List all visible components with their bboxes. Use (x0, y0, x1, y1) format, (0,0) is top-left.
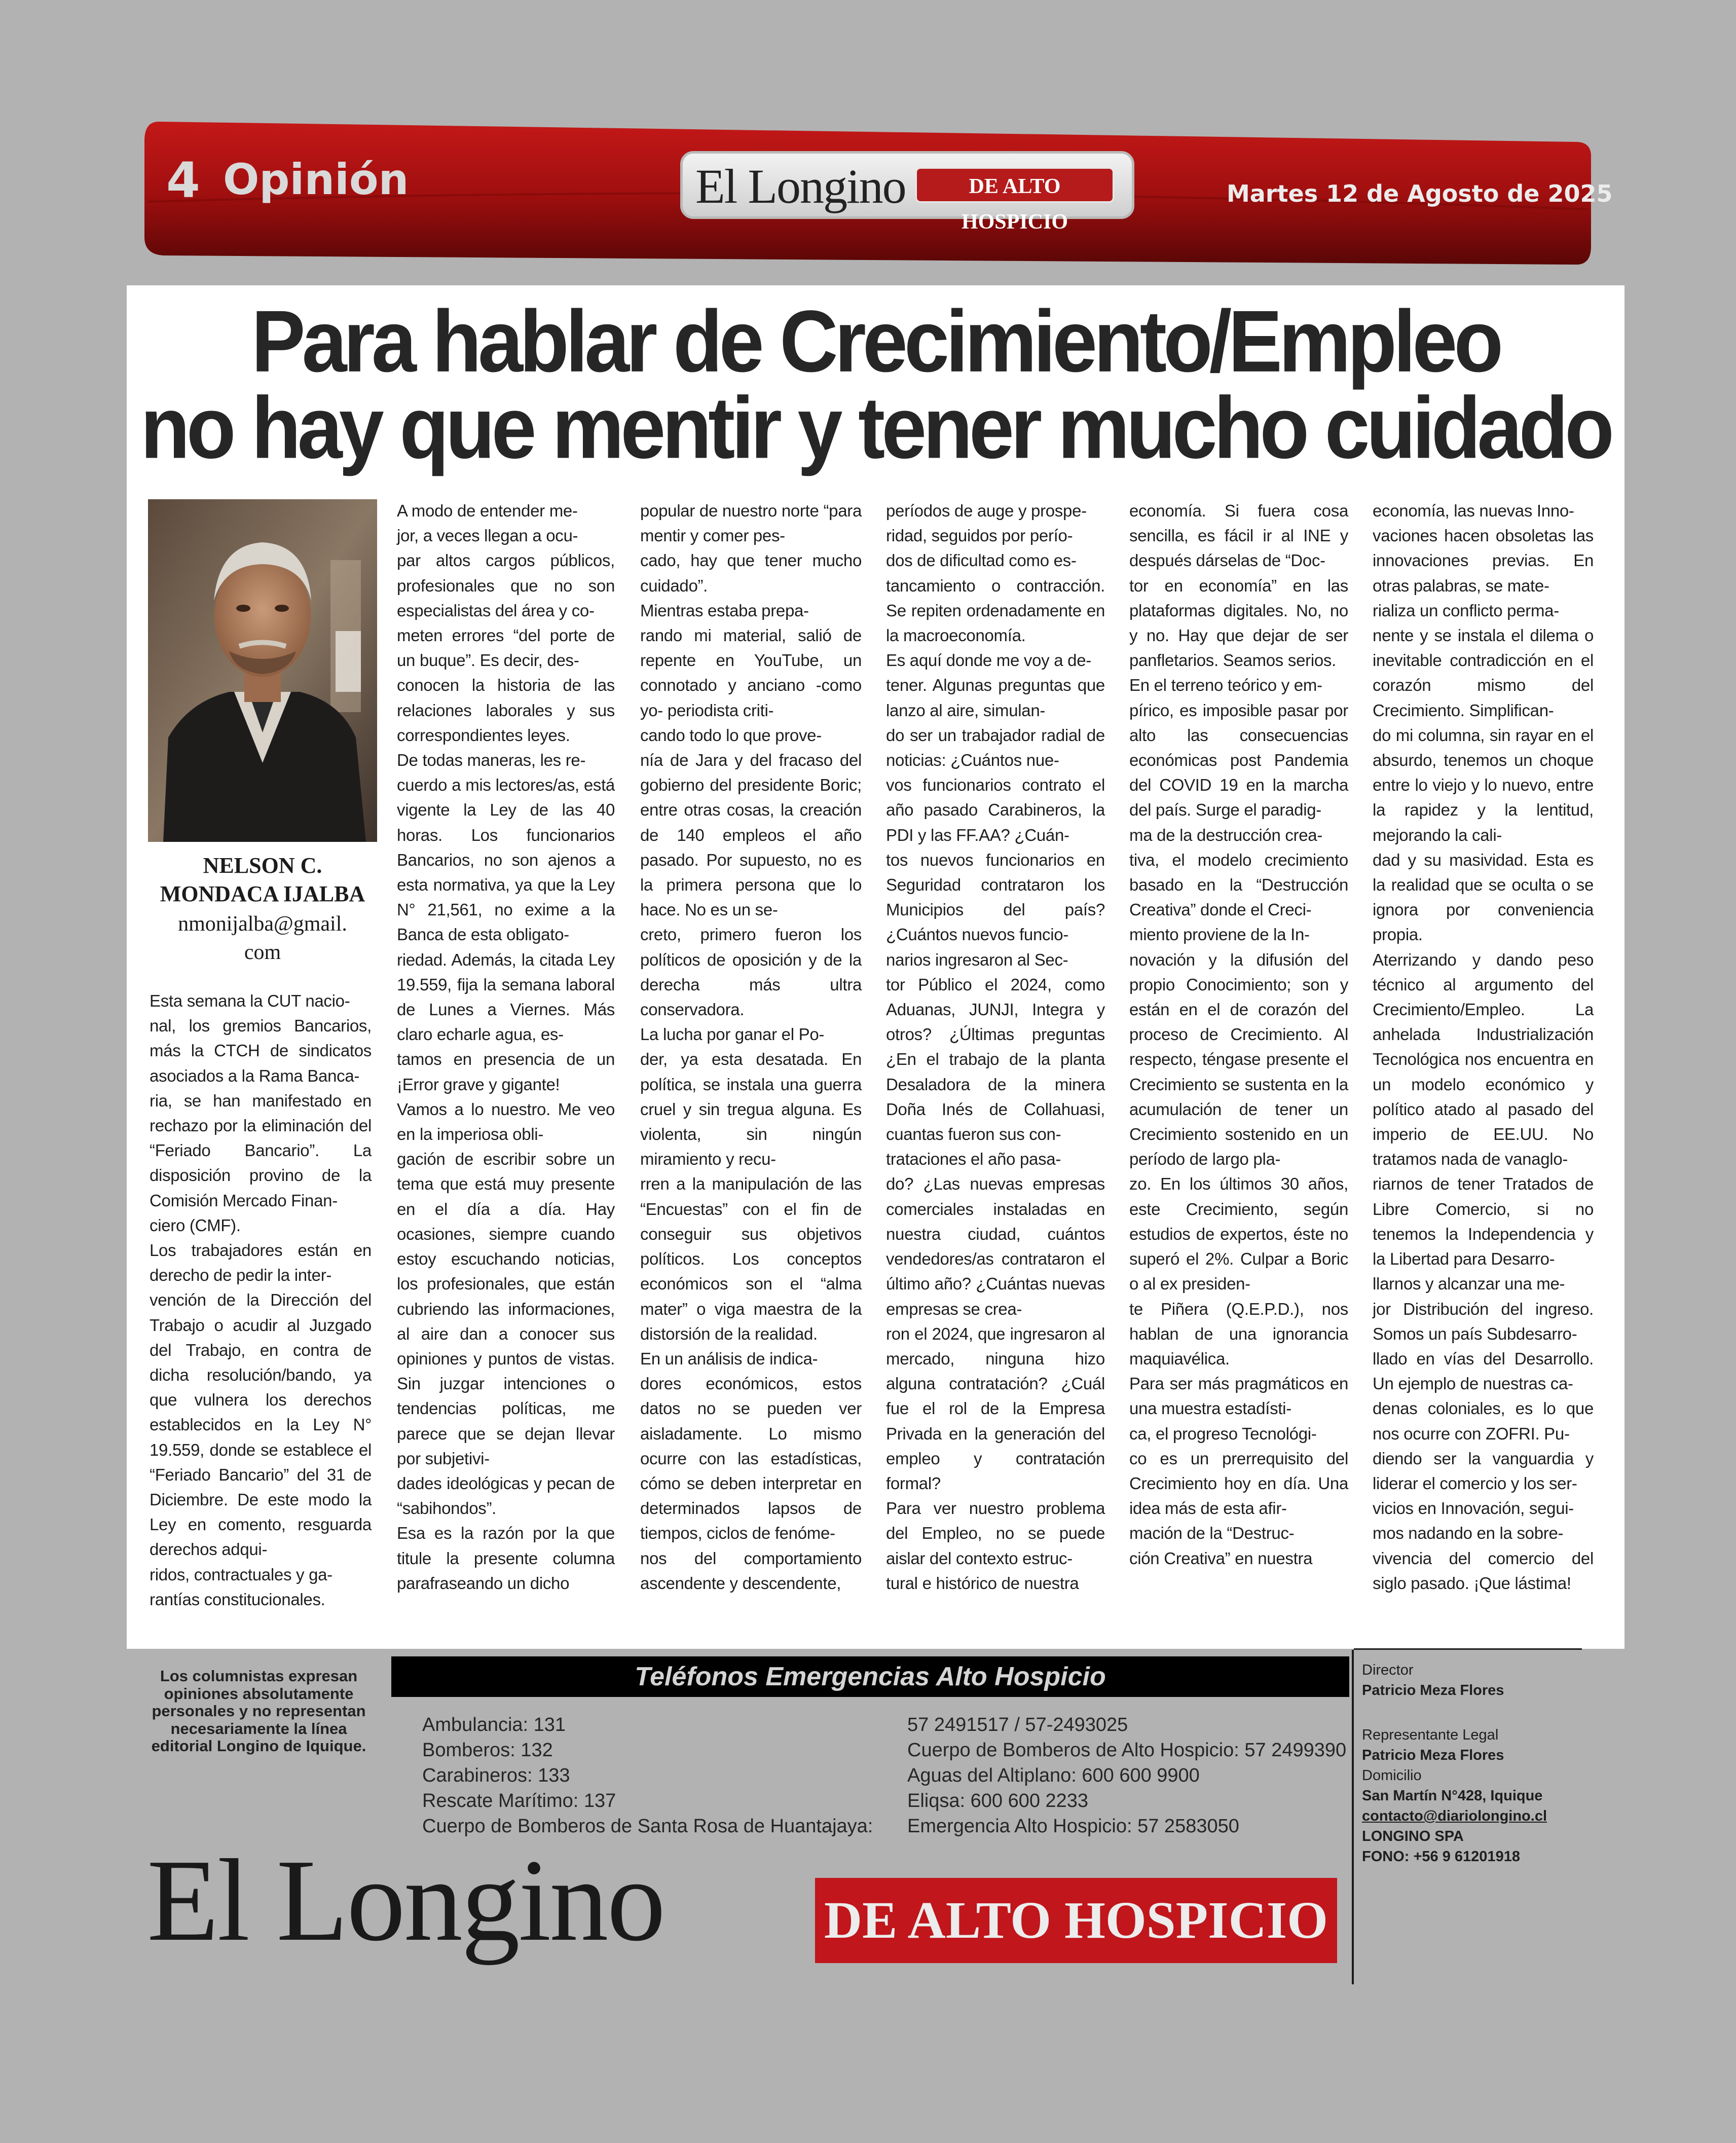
director-name: Patricio Meza Flores (1362, 1682, 1504, 1698)
emergency-phones-right (907, 1712, 1363, 1839)
phone-line: Bomberos: 132 (422, 1740, 553, 1761)
masthead (1362, 1660, 1575, 1867)
issue-date: Martes 12 de Agosto de 2025 (1227, 180, 1613, 207)
headline-line-2: no hay que mentir y tener mucho cuidado (140, 378, 1611, 477)
header-logo-sub: DE ALTO HOSPICIO (915, 167, 1114, 203)
section-title: Opinión (223, 155, 409, 204)
address: San Martín N°428, Iquique (1362, 1788, 1543, 1804)
author-name-line-2: MONDACA IJALBA (160, 881, 365, 906)
article-column-4: períodos de auge y prospe- ridad, seguidos por perío- dos de dificultad como es- tancamiento o contracción. Se repiten ordenadamente en la macroeconomía. Es aquí donde me voy a de- tener. Algunas preguntas que lanzo al aire, simulan- do ser un trabajador radial de noticias: ¿Cuántos nue- vos funcionarios contrato el año pasado Carabineros, la PDI y las FF.AA? ¿Cuán- tos nuevos funcionarios en Seguridad contrataron los Municipios del país? ¿Cuántos nuevos funcio- narios ingresaron al Sec- tor Público el 2024, como Aduanas, JUNJI, Integra y otros? ¿Últimas preguntas ¿En el trabajo de la planta Desaladora de la minera Doña Inés de Collahuasi, cuantas fueron sus con- trataciones el año pasa- do? ¿Las nuevas empresas comerciales instaladas en nuestra ciudad, cuántos vendedores/as contrataron el último año? ¿Cuántas nuevas empresas se crea- ron el 2024, que ingresaron al mercado, ninguna hizo alguna contratación? ¿Cuál fue el rol de la Empresa Privada en la generación del empleo y contratación formal? Para ver nuestro problema del Empleo, no se puede aislar del contexto estruc- tural e histórico de nuestra (886, 501, 1105, 1593)
phone-line: Aguas del Altiplano: 600 600 9900 (907, 1765, 1200, 1786)
author-email (148, 910, 377, 967)
author-email-line-1: nmonijalba@gmail. (178, 912, 347, 936)
phone-line: Ambulancia: 131 (422, 1714, 566, 1735)
article-headline (127, 292, 1624, 477)
header-logo-name: El Longino (695, 159, 906, 213)
footer-logo-sub: DE ALTO HOSPICIO (815, 1878, 1337, 1963)
footer-logo-name: El Longino (147, 1835, 664, 1966)
author-name (148, 852, 377, 908)
phone-line: Carabineros: 133 (422, 1765, 570, 1786)
columnist-disclaimer: Los columnistas expresan opiniones absolutamente personales y no representan necesariamente la línea editorial Longino de Iquique. (151, 1667, 366, 1755)
author-photo (148, 499, 377, 842)
phone-line: Cuerpo de Bomberos de Alto Hospicio: 57 2499390 (907, 1740, 1347, 1761)
article-column-6: economía, las nuevas Inno- vaciones hacen obsoletas las innovaciones previas. En otras palabras, se mate- rializa un conflicto perma- nente y se instala el dilema o inevitable contradicción en el corazón mismo del Crecimiento. Simplifican- do mi columna, sin rayar en el absurdo, tenemos un choque entre lo viejo y lo nuevo, entre la rapidez y la lentitud, mejorando la cali- dad y su masividad. Esta es la realidad que se oculta o se ignora por conveniencia propia. Aterrizando y dando peso técnico al argumento del Crecimiento/Empleo. La anhelada Industrialización Tecnológica nos encuentra en un modelo económico y político atado al pasado del imperio de EE.UU. No tratamos nada de vanaglo- riarnos de tener Tratados de Libre Comercio, si no tenemos la Independencia y la Libertad para Desarro- llarnos y alcanzar una me- jor Distribución del ingreso. Somos un país Subdesarro- llado en vías del Desarrollo. Un ejemplo de nuestras ca- denas coloniales, es lo que nos ocurre con ZOFRI. Pu- diendo ser la vanguardia y liderar el comercio y los ser- vicios en Innovación, segui- mos nadando en la sobre- vivencia del comercio del siglo pasado. ¡Que lástima! (1373, 501, 1594, 1593)
director-label: Director (1362, 1662, 1414, 1678)
emergency-phones-title: Teléfonos Emergencias Alto Hospicio (391, 1656, 1349, 1697)
article-column-1: Esta semana la CUT nacio- nal, los gremios Bancarios, más la CTCH de sindicatos asociados a la Rama Banca- ria, se han manifestado en rechazo por la eliminación del “Feriado Bancario”. La disposición provino de la Comisión Mercado Finan- ciero (CMF). Los trabajadores están en derecho de pedir la inter- vención de la Dirección del Trabajo o acudir al Juzgado del Trabajo, en contra de dicha resolución/bando, ya que vulnera los derechos establecidos en la Ley N° 19.559, donde se establece el “Feriado Bancario” del 31 de Diciembre. De este modo la Ley en comento, resguarda derechos adqui- ridos, contractuales y ga- rantías constitucionales. (150, 991, 372, 1609)
phone-line: Emergencia Alto Hospicio: 57 2583050 (907, 1816, 1239, 1837)
article-column-5: economía. Si fuera cosa sencilla, es fácil ir al INE y después dárselas de “Doc- tor en economía” en las plataformas digitales. No, no y no. Hay que dejar de ser panfletarios. Seamos serios. En el terreno teórico y em- pírico, es imposible pasar por alto las consecuencias económicas post Pandemia del COVID 19 en la marcha del país. Surge el paradig- ma de la destrucción crea- tiva, el modelo crecimiento basado en la “Destrucción Creativa” donde el Creci- miento proviene de la In- novación y la difusión del propio Conocimiento; son y están en el de corazón del proceso de Crecimiento. Al respecto, téngase presente el Crecimiento se sustenta en la acumulación de tener un Crecimiento sostenido en un período de largo pla- zo. En los últimos 30 años, este Crecimiento, según estudios de expertos, éste no superó el 2%. Culpar a Boric o al ex presiden- te Piñera (Q.E.P.D.), nos hablan de una ignorancia maquiavélica. Para ser más pragmáticos en una muestra estadísti- ca, el progreso Tecnológi- co es un prerrequisito del Crecimiento hoy en día. Una idea más de esta afir- mación de la “Destruc- ción Creativa” en nuestra (1129, 501, 1348, 1568)
phone-line: Eliqsa: 600 600 2233 (907, 1790, 1089, 1812)
article-column-2: A modo de entender me- jor, a veces llegan a ocu- par altos cargos públicos, profesionales que no son especialistas del área y co- meten errores “del porte de un buque”. Es decir, des- conocen la historia de las relaciones laborales y sus correspondientes leyes. De todas maneras, les re- cuerdo a mis lectores/as, está vigente la Ley de las 40 horas. Los funcionarios Bancarios, no son ajenos a esta normativa, ya que la Ley N° 21,561, no exime a la Banca de esta obligato- riedad. Además, la citada Ley 19.559, fija la semana laboral de Lunes a Viernes. Más claro echarle agua, es- tamos en presencia de un ¡Error grave y gigante! Vamos a lo nuestro. Me veo en la imperiosa obli- gación de escribir sobre un tema que está muy presente en el día a día. Hay ocasiones, siempre cuando estoy escuchando noticias, los profesionales, que están cubriendo las informaciones, al aire dan a conocer sus opiniones y puntos de vistas. Sin juzgar intenciones o tendencias políticas, me parece que se dejan llevar por subjetivi- dades ideológicas y pecan de “sabihondos”. Esa es la razón por la que titule la presente columna parafraseando un dicho (397, 501, 615, 1593)
contact-email-link[interactable]: contacto@diariolongino.cl (1362, 1808, 1547, 1824)
author-email-line-2: com (244, 941, 281, 964)
emergency-phones-left (422, 1712, 878, 1839)
company-name: LONGINO SPA (1362, 1828, 1464, 1844)
headline-line-1: Para hablar de Crecimiento/Empleo (251, 292, 1500, 390)
article-column-3: popular de nuestro norte “para mentir y comer pes- cado, hay que tener mucho cuidado”. Mientras estaba prepa- rando mi material, salió de repente en YouTube, un connotado y anciano -como yo- periodista criti- cando todo lo que prove- nía de Jara y del fracaso del gobierno del presidente Boric; entre otras cosas, la creación de 140 empleos el año pasado. Por supuesto, no es la primera persona que lo hace. No es un se- creto, primero fueron los políticos de oposición y de la derecha más ultra conservadora. La lucha por ganar el Po- der, ya esta desatada. En política, se instala una guerra cruel y sin tregua alguna. Es violenta, sin ningún miramiento y recu- rren a la manipulación de las “Encuestas” con el fin de conseguir sus objetivos políticos. Los conceptos económicos son el “alma mater” o viga maestra de la distorsión de la realidad. En un análisis de indica- dores económicos, estos datos no se pueden ver aisladamente. Lo mismo ocurre con las estadísticas, cómo se deben interpretar en determinados lapsos de tiempos, ciclos de fenóme- nos del comportamiento ascendente y descendente, (640, 501, 862, 1593)
phone-line: 57 2491517 / 57-2493025 (907, 1714, 1128, 1735)
phone-line: Cuerpo de Bomberos de Santa Rosa de Huantajaya: (422, 1816, 873, 1837)
masthead-divider-top (1354, 1648, 1582, 1650)
masthead-divider (1352, 1650, 1354, 1984)
legal-name: Patricio Meza Flores (1362, 1747, 1504, 1763)
author-name-line-1: NELSON C. (203, 853, 322, 878)
phone-line: Rescate Marítimo: 137 (422, 1790, 616, 1812)
page-number: 4 (166, 152, 200, 209)
contact-phone: FONO: +56 9 61201918 (1362, 1849, 1520, 1865)
legal-label: Representante Legal (1362, 1727, 1499, 1743)
address-label: Domicilio (1362, 1767, 1422, 1784)
